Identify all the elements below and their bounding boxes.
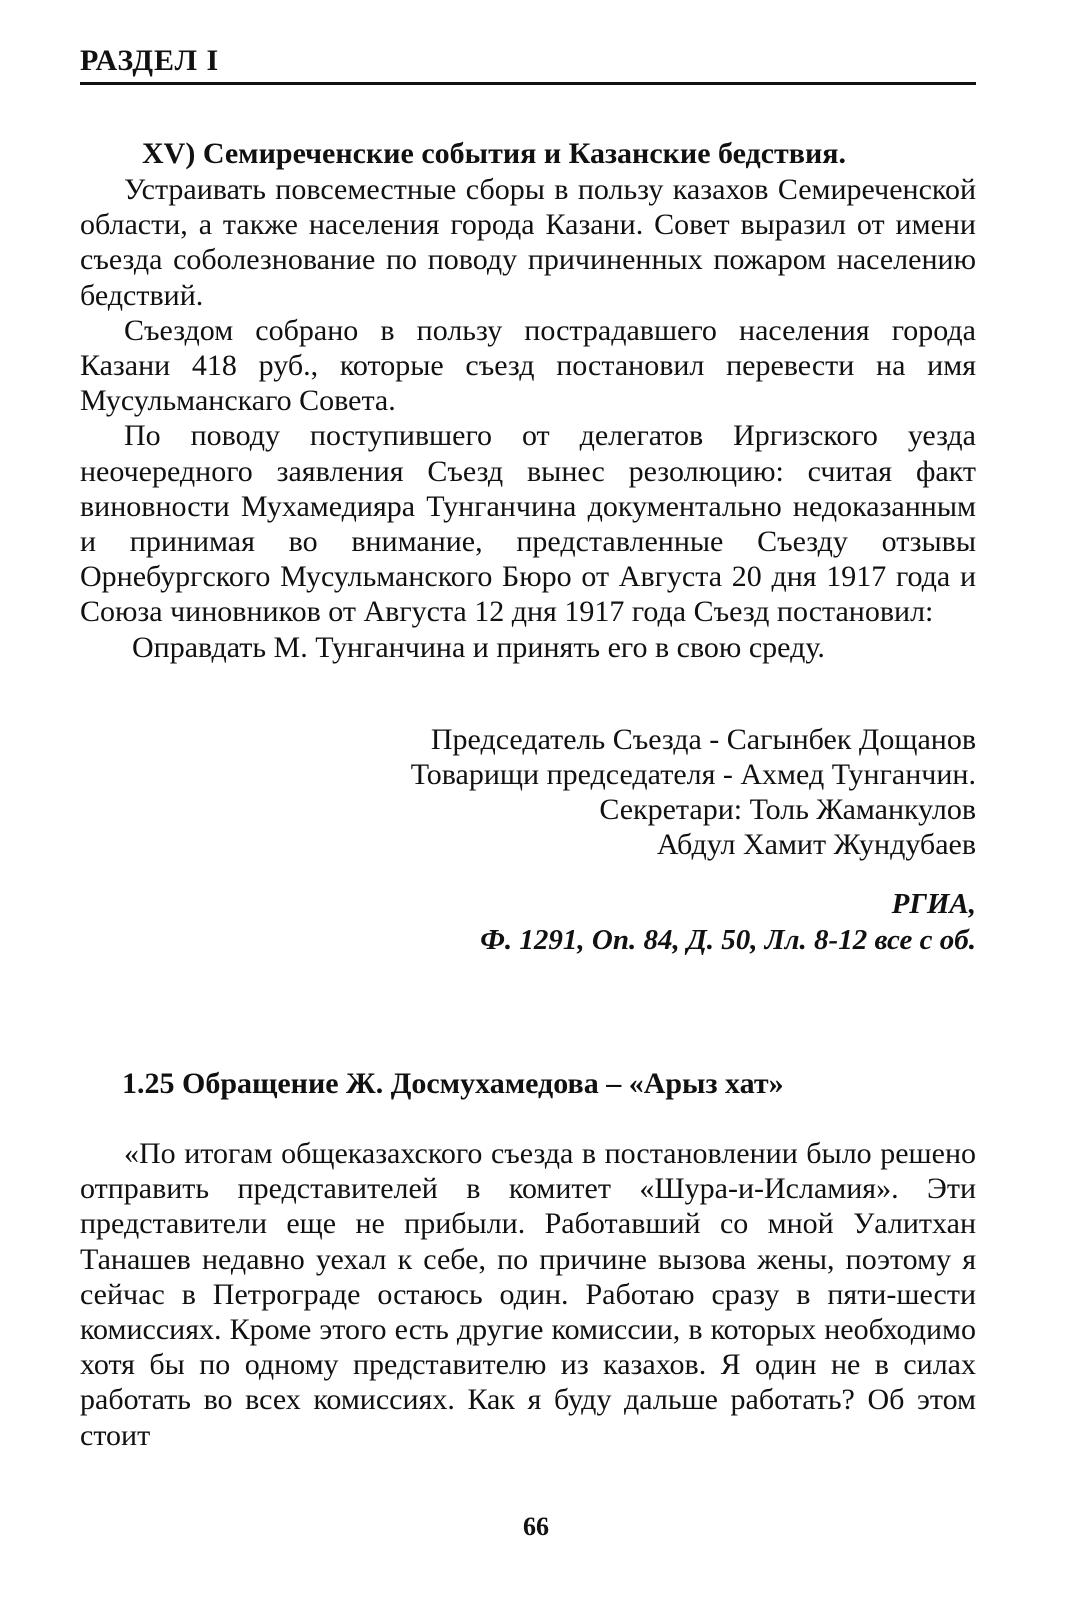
signature-block — [80, 722, 984, 862]
document-title: 1.25 Обращение Ж. Досмухамедова – «Арыз хат» — [122, 1067, 784, 1100]
paragraph-collections: Устраивать повсеместные сборы в пользу казахов Семиреченской области, а также населения города Казани. Совет выразил от имени съезда соболезнование по поводу причиненных пожаром населению бедствий. — [80, 173, 976, 312]
document-1-25 — [80, 1066, 976, 1453]
archive-name: РГИА, — [891, 888, 976, 920]
section-title: XV) Семиреченские события и Казанские бедствия. — [142, 137, 847, 170]
archive-reference — [80, 886, 982, 958]
resolution-text: Оправдать М. Тунганчина и принять его в свою среду. — [132, 630, 825, 664]
document-paragraph: «По итогам общеказахского съезда в постановлении было решено отправить представителей в комитет «Шура-и-Исламия». Эти представители еще не прибыли. Работавший со мной Уалитхан Танашев недавно уехал к себе, по причине вызова жены, поэтому я сейчас в Петрограде остаюсь один. Работаю сразу в пяти-шести комиссиях. Кроме этого есть другие комиссии, в которых необходимо хотя бы по одному представителю из казахов. Я один не в силах работать во всех комиссиях. Как я буду дальше работать? Об этом стоит — [80, 1137, 976, 1452]
signature-chairman: Председатель Съезда - Сагынбек Дощанов — [430, 723, 976, 756]
signature-deputy: Товарищи председателя - Ахмед Тунганчин. — [410, 758, 976, 791]
running-header: РАЗДЕЛ I — [80, 44, 976, 85]
archive-citation: Ф. 1291, Оп. 84, Д. 50, Лл. 8-12 все с об. — [480, 924, 976, 956]
signature-secretary-2: Абдул Хамит Жундубаев — [656, 828, 976, 861]
section-xv — [80, 136, 976, 666]
paragraph-irgiz-statement: По поводу поступившего от делегатов Иргизского уезда неочередного заявления Съезд вынес резолюцию: считая факт виновности Мухамедияра Тунганчина документально недоказанным и принимая во внимание, представленные Съезду отзывы Орнебургского Мусульманского Бюро от Августа 20 дня 1917 года и Союза чиновников от Августа 12 дня 1917 года Съезд постановил: — [80, 419, 976, 629]
paragraph-kazan-funds: Съездом собрано в пользу пострадавшего населения города Казани 418 руб., которые съезд постановил перевести на имя Мусульманскаго Совета. — [80, 313, 976, 418]
page-number: 66 — [523, 1512, 549, 1541]
signature-secretary-1: Секретари: Толь Жаманкулов — [599, 793, 976, 826]
